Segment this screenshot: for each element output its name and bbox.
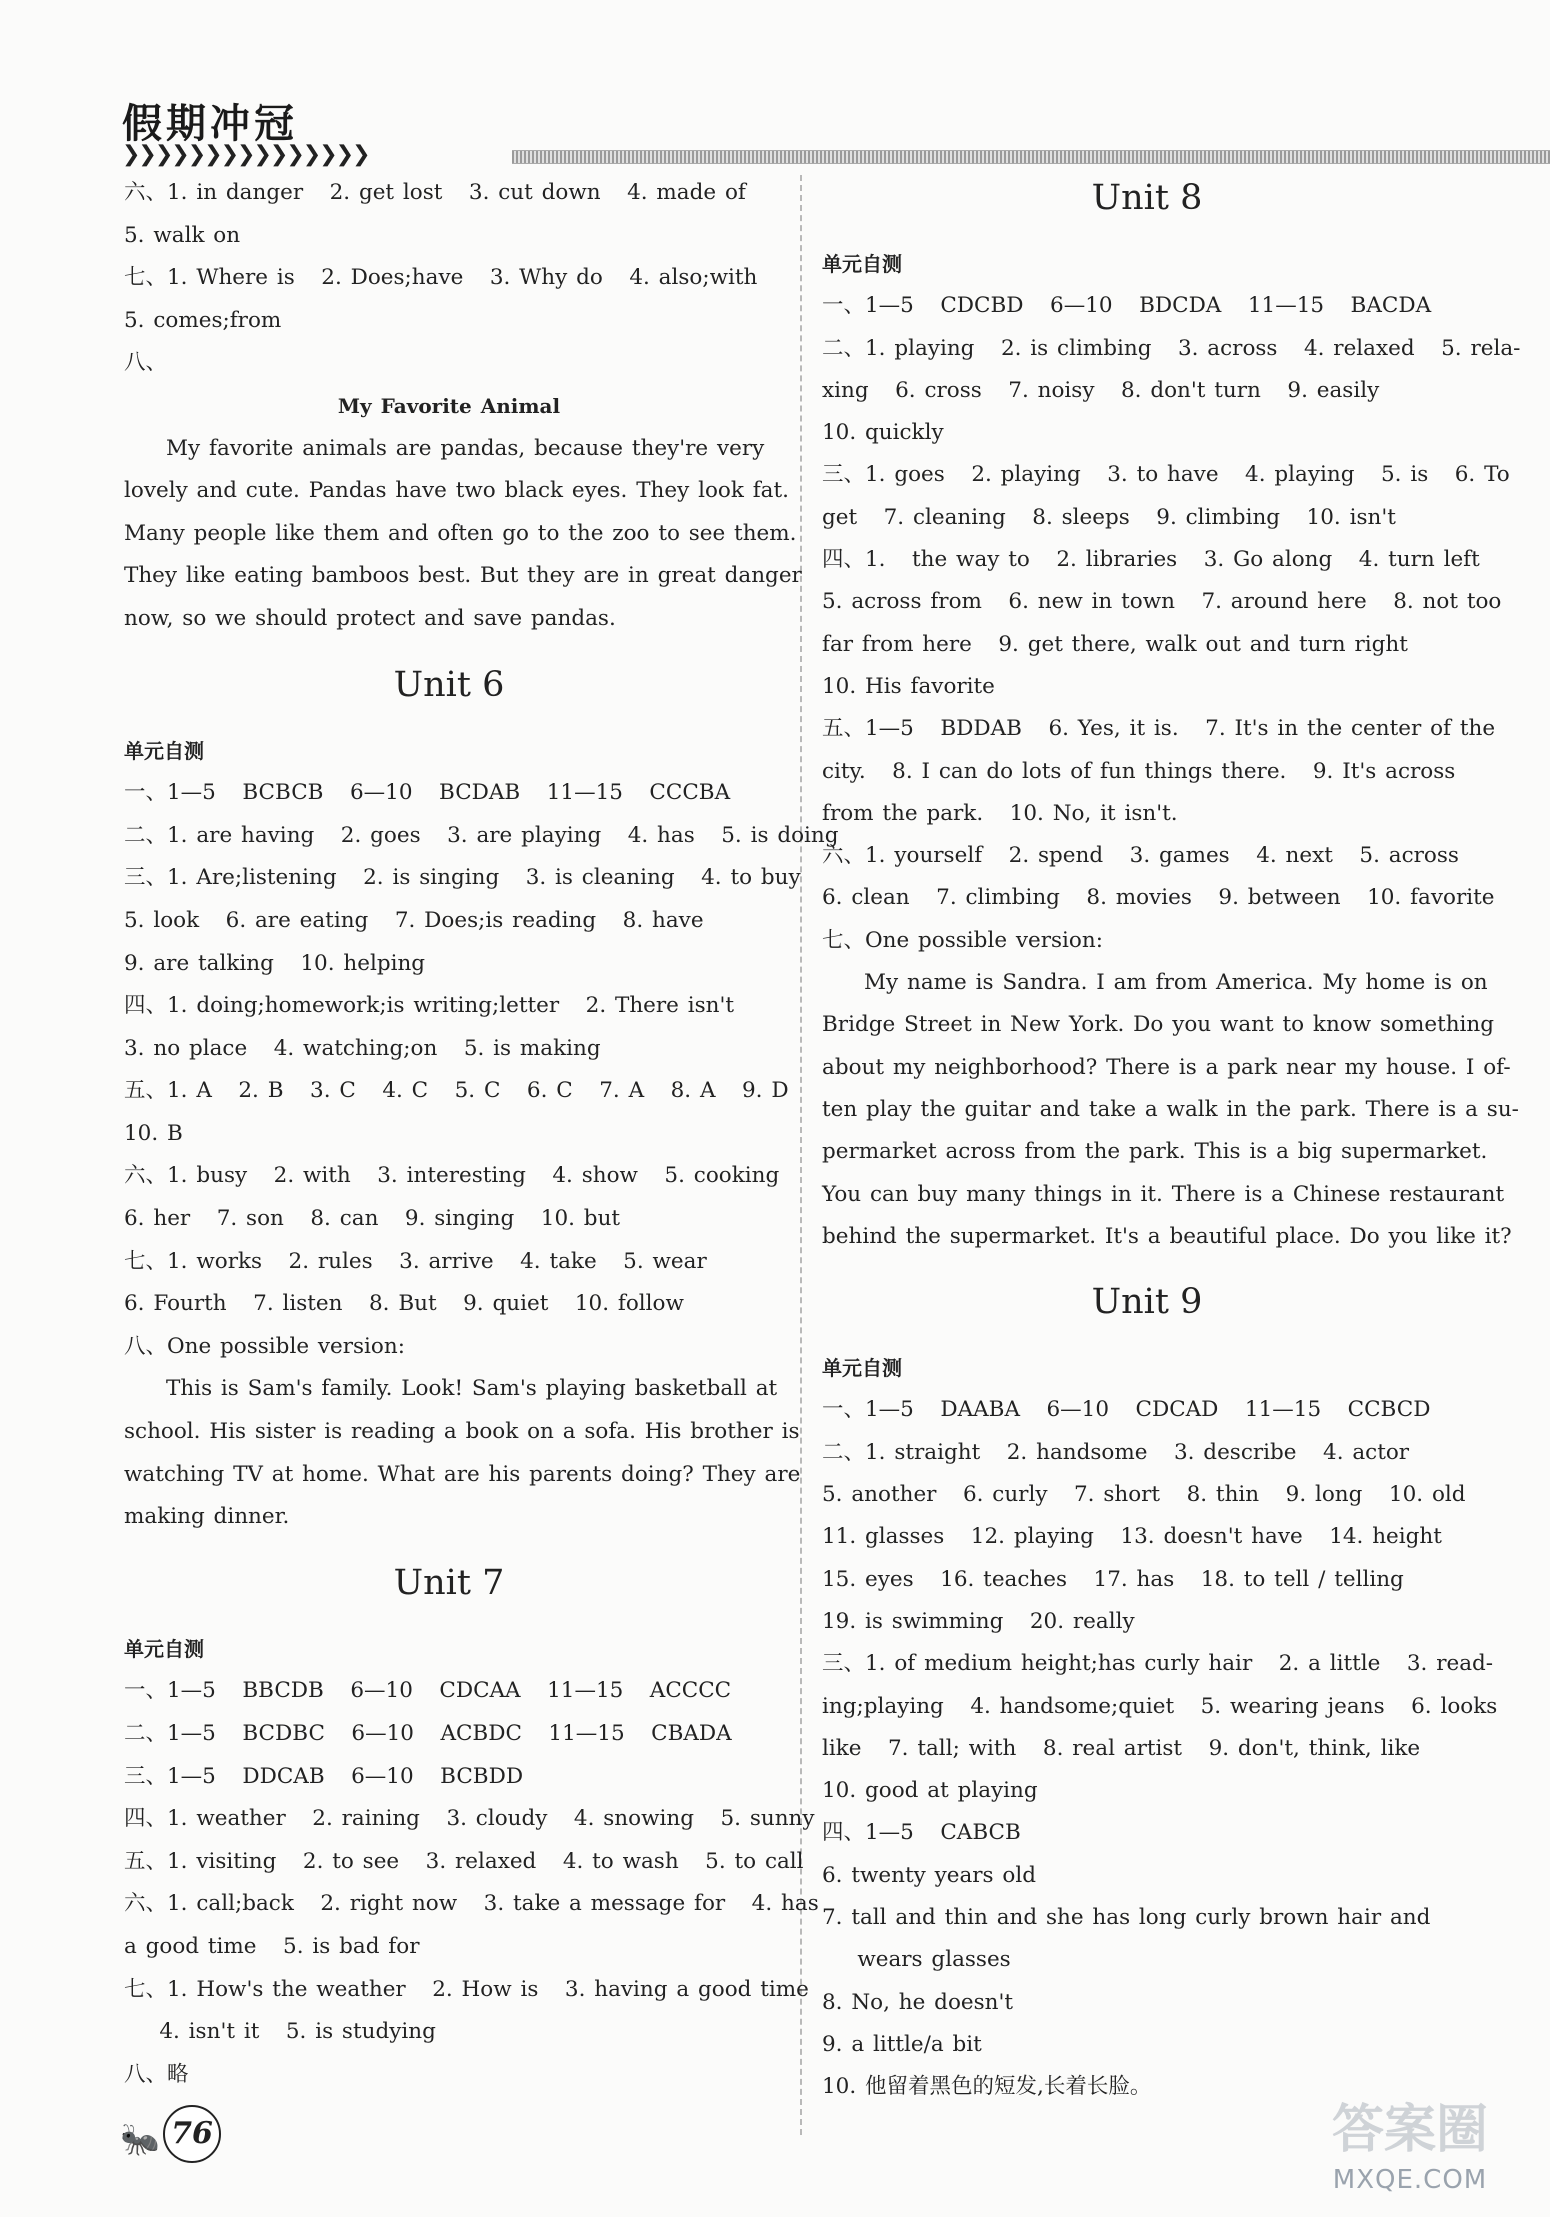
text-line: city. 8. I can do lots of fun things there. 9. It's across xyxy=(822,758,1456,784)
text-line: lovely and cute. Pandas have two black eyes. They look fat. xyxy=(124,478,789,504)
text-line: 10. 他留着黑色的短发,长着长脸。 xyxy=(822,2074,1152,2100)
text-line: 五、1—5 BDDAB 6. Yes, it is. 7. It's in the center of the xyxy=(822,716,1496,742)
text-line: 10. B xyxy=(124,1120,183,1146)
page-header xyxy=(122,92,1462,167)
text-line: 一、1—5 CDCBD 6—10 BDCDA 11—15 BACDA xyxy=(822,293,1432,319)
unit-8-section: 单元自测 xyxy=(822,252,902,276)
right-column xyxy=(822,172,1521,2108)
text-line: wears glasses xyxy=(822,1947,1011,1973)
text-line: 二、1. are having 2. goes 3. are playing 4. has 5. is doing xyxy=(124,822,839,848)
unit-9-answers xyxy=(822,1389,1498,2108)
watermark-url: MXQE.COM xyxy=(1332,2165,1488,2195)
text-line: permarket across from the park. This is a big supermarket. xyxy=(822,1139,1488,1165)
text-line: 10. His favorite xyxy=(822,673,995,699)
text-line: get 7. cleaning 8. sleeps 9. climbing 10. isn't xyxy=(822,504,1396,530)
essay-body xyxy=(124,428,802,641)
text-line: 二、1. playing 2. is climbing 3. across 4. relaxed 5. rela- xyxy=(822,335,1521,361)
text-line: from the park. 10. No, it isn't. xyxy=(822,800,1178,826)
text-line: 11. glasses 12. playing 13. doesn't have 14. height xyxy=(822,1524,1442,1550)
text-line: about my neighborhood? There is a park near my house. I of- xyxy=(822,1054,1511,1080)
text-line: 二、1—5 BCDBC 6—10 ACBDC 11—15 CBADA xyxy=(124,1721,732,1746)
unit-6-section: 单元自测 xyxy=(124,738,204,763)
unit-9-title: Unit 9 xyxy=(1091,1282,1203,1323)
watermark-logo: 答案圈 xyxy=(1331,2100,1488,2160)
text-line: 一、1—5 DAABA 6—10 CDCAD 11—15 CCBCD xyxy=(822,1397,1431,1423)
text-line: 二、1. straight 2. handsome 3. describe 4. actor xyxy=(822,1439,1410,1465)
intro-answers xyxy=(124,172,774,385)
essay-title: My Favorite Animal xyxy=(337,393,561,418)
watermark xyxy=(1290,2095,1530,2205)
text-line: 四、1. the way to 2. libraries 3. Go along 4. turn left xyxy=(822,547,1480,573)
text-line: 6. twenty years old xyxy=(822,1862,1036,1888)
text-line: 6. clean 7. climbing 8. movies 9. between 10. favorite xyxy=(822,885,1495,911)
text-line: 9. are talking 10. helping xyxy=(124,950,426,976)
text-line: Bridge Street in New York. Do you want to know something xyxy=(822,1012,1495,1038)
text-line: 三、1. of medium height;has curly hair 2. a little 3. read- xyxy=(822,1651,1494,1677)
unit-7-answers xyxy=(124,1670,819,2096)
text-line: Many people like them and often go to the zoo to see them. xyxy=(124,520,797,546)
text-line: 5. another 6. curly 7. short 8. thin 9. long 10. old xyxy=(822,1482,1466,1508)
text-line: a good time 5. is bad for xyxy=(124,1933,420,1959)
unit-6-title: Unit 6 xyxy=(393,664,505,705)
unit-8-essay xyxy=(822,962,1519,1258)
text-line: 八、略 xyxy=(124,2061,189,2087)
arrow-decoration-icon: ❯❯❯❯❯❯❯❯❯❯❯❯❯❯❯ xyxy=(122,142,369,167)
text-line: 六、1. busy 2. with 3. interesting 4. show 5. cooking xyxy=(124,1163,780,1189)
text-line: far from here 9. get there, walk out and turn right xyxy=(822,631,1408,657)
text-line: My favorite animals are pandas, because they're very xyxy=(166,435,765,461)
text-line: 四、1—5 CABCB xyxy=(822,1820,1021,1846)
text-line: 五、1. A 2. B 3. C 4. C 5. C 6. C 7. A 8. A 9. D xyxy=(124,1078,789,1104)
text-line: watching TV at home. What are his parents doing? They are xyxy=(124,1461,801,1487)
text-line: 七、One possible version: xyxy=(822,927,1103,953)
text-line: 六、1. yourself 2. spend 3. games 4. next 5. across xyxy=(822,843,1459,869)
text-line: This is Sam's family. Look! Sam's playing basketball at xyxy=(166,1376,778,1402)
text-line: 三、1—5 DDCAB 6—10 BCBDD xyxy=(124,1763,524,1789)
left-column xyxy=(124,172,839,2096)
unit-7-section: 单元自测 xyxy=(124,1636,204,1661)
text-line: 5. comes;from xyxy=(124,307,282,333)
unit-9-section: 单元自测 xyxy=(822,1356,902,1381)
page-number: 76 xyxy=(163,2105,221,2163)
text-line: 5. walk on xyxy=(124,222,241,248)
text-line: 6. her 7. son 8. can 9. singing 10. but xyxy=(124,1206,621,1232)
text-line: 三、1. goes 2. playing 3. to have 4. playing 5. is 6. To xyxy=(822,462,1510,488)
text-line: like 7. tall; with 8. real artist 9. don't, think, like xyxy=(822,1735,1421,1761)
text-line: 八、One possible version: xyxy=(124,1333,405,1359)
text-line: 三、1. Are;listening 2. is singing 3. is cleaning 4. to buy xyxy=(124,865,801,891)
text-line: 6. Fourth 7. listen 8. But 9. quiet 10. follow xyxy=(124,1291,684,1317)
text-line: behind the supermarket. It's a beautiful place. Do you like it? xyxy=(822,1223,1512,1249)
text-line: 5. across from 6. new in town 7. around here 8. not too xyxy=(822,589,1502,615)
text-line: 一、1—5 BCBCB 6—10 BCDAB 11—15 CCCBA xyxy=(124,780,731,806)
unit-6-essay xyxy=(124,1368,801,1538)
text-line: 9. a little/a bit xyxy=(822,2031,982,2057)
text-line: 四、1. weather 2. raining 3. cloudy 4. snowing 5. sunny xyxy=(124,1806,815,1832)
text-line: You can buy many things in it. There is a Chinese restaurant xyxy=(822,1181,1505,1207)
text-line: 7. tall and thin and she has long curly brown hair and xyxy=(822,1904,1431,1930)
text-line: ten play the guitar and take a walk in the park. There is a su- xyxy=(822,1096,1519,1122)
text-line: 8. No, he doesn't xyxy=(822,1989,1014,2015)
text-line: 4. isn't it 5. is studying xyxy=(124,2019,436,2045)
text-line: 七、1. How's the weather 2. How is 3. having a good time xyxy=(124,1976,809,2002)
text-line: They like eating bamboos best. But they are in great danger xyxy=(124,563,802,589)
text-line: 10. quickly xyxy=(822,420,944,446)
text-line: 六、1. in danger 2. get lost 3. cut down 4. made of xyxy=(124,180,746,205)
unit-8-title: Unit 8 xyxy=(1091,178,1203,218)
unit-8-answers xyxy=(822,285,1521,962)
text-line: 3. no place 4. watching;on 5. is making xyxy=(124,1035,601,1061)
text-line: ing;playing 4. handsome;quiet 5. wearing jeans 6. looks xyxy=(822,1693,1498,1719)
text-line: 七、1. Where is 2. Does;have 3. Why do 4. also;with xyxy=(124,265,758,291)
text-line: 八、 xyxy=(124,350,168,376)
text-line: 四、1. doing;homework;is writing;letter 2. There isn't xyxy=(124,993,735,1019)
text-line: school. His sister is reading a book on a sofa. His brother is xyxy=(124,1419,800,1445)
text-line: 七、1. works 2. rules 3. arrive 4. take 5. wear xyxy=(124,1248,707,1274)
ant-mascot-icon: 🐜 xyxy=(120,2120,160,2158)
text-line: making dinner. xyxy=(124,1504,290,1530)
text-line: 15. eyes 16. teaches 17. has 18. to tell / telling xyxy=(822,1566,1404,1592)
text-line: My name is Sandra. I am from America. My home is on xyxy=(864,970,1488,996)
brand-title: 假期冲冠 xyxy=(122,101,298,147)
text-line: 六、1. call;back 2. right now 3. take a message for 4. has xyxy=(124,1891,819,1917)
text-line: 五、1. visiting 2. to see 3. relaxed 4. to wash 5. to call xyxy=(124,1848,804,1874)
unit-6-answers xyxy=(124,772,839,1368)
text-line: 一、1—5 BBCDB 6—10 CDCAA 11—15 ACCCC xyxy=(124,1678,732,1704)
unit-7-title: Unit 7 xyxy=(393,1562,505,1603)
text-line: 10. good at playing xyxy=(822,1778,1038,1804)
text-line: xing 6. cross 7. noisy 8. don't turn 9. easily xyxy=(822,377,1380,403)
text-line: 19. is swimming 20. really xyxy=(822,1608,1135,1634)
text-line: 5. look 6. are eating 7. Does;is reading 8. have xyxy=(124,907,704,933)
text-line: now, so we should protect and save pandas. xyxy=(124,605,616,631)
column-divider xyxy=(800,175,802,2135)
